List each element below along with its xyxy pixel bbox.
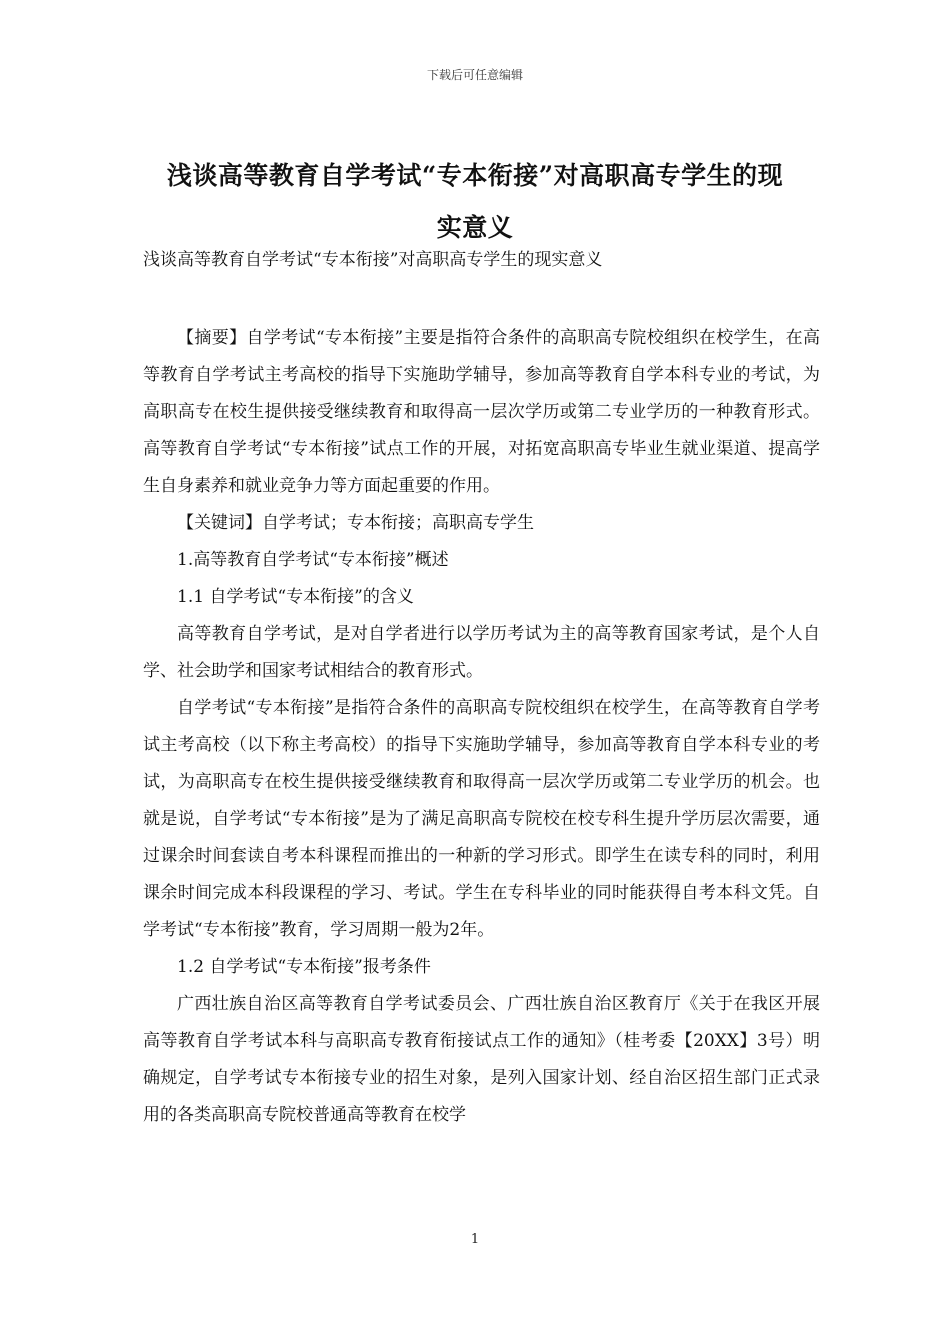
section-heading-1: 1.高等教育自学考试“专本衔接”概述 xyxy=(177,550,449,570)
document-title xyxy=(140,150,810,254)
keywords-paragraph: 【关键词】自学考试；专本衔接；高职高专学生 xyxy=(177,513,534,533)
body-paragraph: 自学考试“专本衔接”是指符合条件的高职高专院校组织在校学生，在高等教育自学考试主考高校（以下称主考高校）的指导下实施助学辅导，参加高等教育自学本科专业的考试，为高职高专在校生提供接受继续教育和取得高一层次学历或第二专业学历的机会。也就是说，自学考试“专本衔接”是为了满足高职高专院校在校专科生提升学历层次需要，通过课余时间套读自考本科课程而推出的一种新的学习形式。即学生在读专科的同时，利用课余时间完成本科段课程的学习、考试。学生在专科毕业的同时能获得自考本科文凭。自学考试“专本衔接”教育，学习周期一般为2年。 xyxy=(143,698,820,940)
document-subtitle: 浅谈高等教育自学考试“专本衔接”对高职高专学生的现实意义 xyxy=(143,250,603,270)
section-heading-1-2: 1.2 自学考试“专本衔接”报考条件 xyxy=(177,957,431,977)
body-paragraph: 高等教育自学考试，是对自学者进行以学历考试为主的高等教育国家考试，是个人自学、社会助学和国家考试相结合的教育形式。 xyxy=(143,624,820,681)
title-line-2: 实意义 xyxy=(436,213,514,242)
abstract-paragraph: 【摘要】自学考试“专本衔接”主要是指符合条件的高职高专院校组织在校学生，在高等教育自学考试主考高校的指导下实施助学辅导，参加高等教育自学本科专业的考试，为高职高专在校生提供接受继续教育和取得高一层次学历或第二专业学历的一种教育形式。高等教育自学考试“专本衔接”试点工作的开展，对拓宽高职高专毕业生就业渠道、提高学生自身素养和就业竞争力等方面起重要的作用。 xyxy=(143,328,820,496)
document-body xyxy=(143,320,820,1134)
body-paragraph: 广西壮族自治区高等教育自学考试委员会、广西壮族自治区教育厅《关于在我区开展高等教育自学考试本科与高职高专教育衔接试点工作的通知》（桂考委【20XX】3号）明确规定，自学考试专本衔接专业的招生对象，是列入国家计划、经自治区招生部门正式录用的各类高职高专院校普通高等教育在校学 xyxy=(143,994,820,1125)
page-number: 1 xyxy=(470,1232,480,1247)
section-heading-1-1: 1.1 自学考试“专本衔接”的含义 xyxy=(177,587,414,607)
page-header-note: 下载后可任意编辑 xyxy=(426,68,523,82)
title-line-1: 浅谈高等教育自学考试“专本衔接”对高职高专学生的现 xyxy=(166,161,784,190)
